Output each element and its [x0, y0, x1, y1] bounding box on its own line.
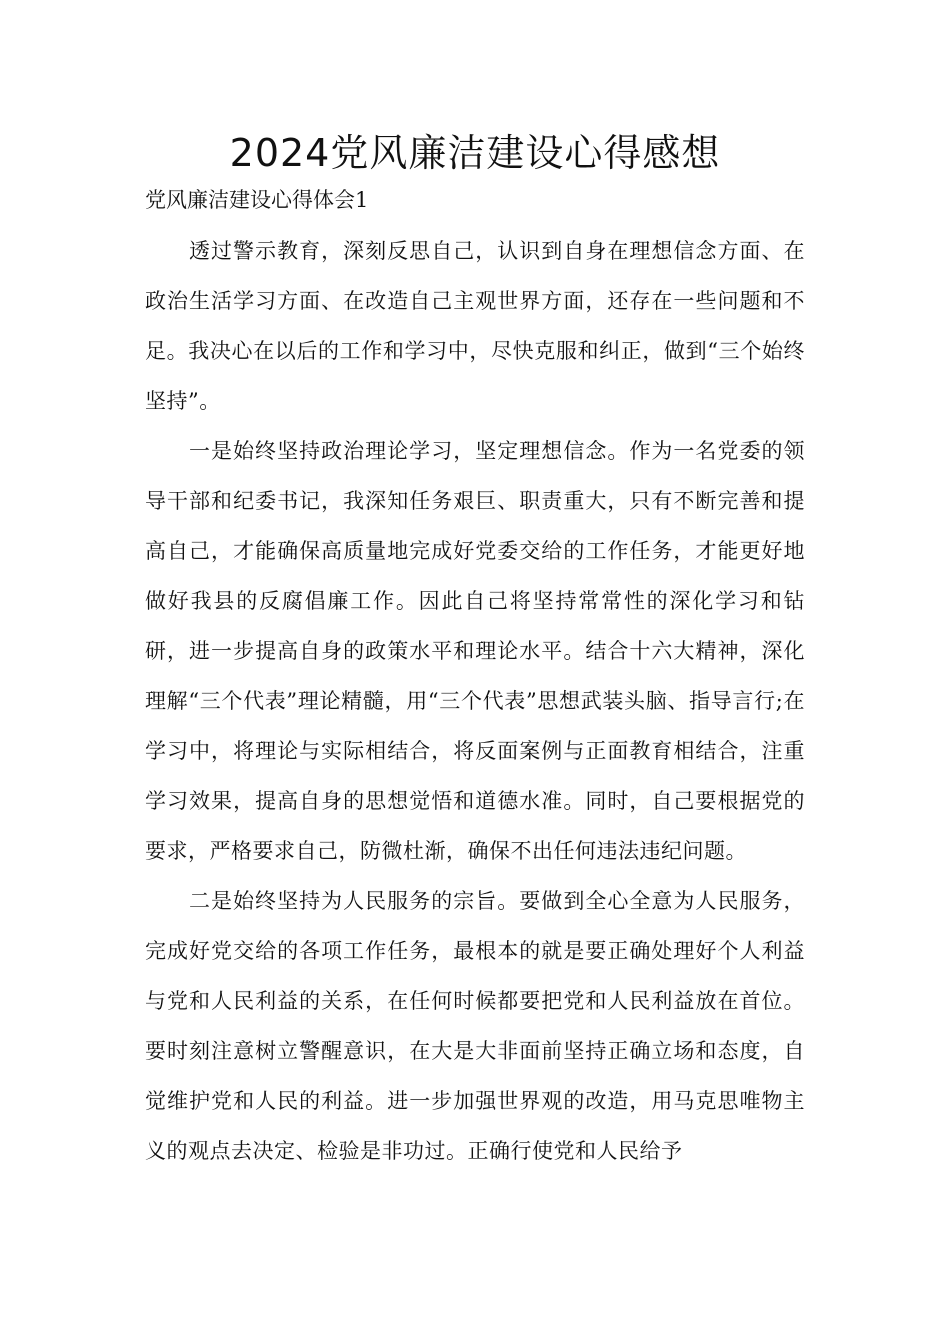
document-body — [145, 226, 805, 1176]
section-subtitle: 党风廉洁建设心得体会1 — [145, 188, 369, 212]
paragraph-2: 一是始终坚持政治理论学习，坚定理想信念。作为一名党委的领导干部和纪委书记，我深知任务艰巨、职责重大，只有不断完善和提高自己，才能确保高质量地完成好党委交给的工作任务，才能更好地做好我县的反腐倡廉工作。因此自己将坚持常常性的深化学习和钻研，进一步提高自身的政策水平和理论水平。结合十六大精神，深化理解“三个代表”理论精髓，用“三个代表”思想武装头脑、指导言行;在学习中，将理论与实际相结合，将反面案例与正面教育相结合，注重学习效果，提高自身的思想觉悟和道德水准。同时，自己要根据党的要求，严格要求自己，防微杜渐，确保不出任何违法违纪问题。 — [145, 439, 805, 863]
paragraph-3: 二是始终坚持为人民服务的宗旨。要做到全心全意为人民服务，完成好党交给的各项工作任务，最根本的就是要正确处理好个人利益与党和人民利益的关系，在任何时候都要把党和人民利益放在首位。要时刻注意树立警醒意识，在大是大非面前坚持正确立场和态度，自觉维护党和人民的利益。进一步加强世界观的改造，用马克思唯物主义的观点去决定、检验是非功过。正确行使党和人民给予 — [145, 889, 805, 1163]
page-title: 2024党风廉洁建设心得感想 — [229, 131, 721, 175]
paragraph-1: 透过警示教育，深刻反思自己，认识到自身在理想信念方面、在政治生活学习方面、在改造自己主观世界方面，还存在一些问题和不足。我决心在以后的工作和学习中，尽快克服和纠正，做到“三个始终坚持”。 — [145, 239, 805, 413]
